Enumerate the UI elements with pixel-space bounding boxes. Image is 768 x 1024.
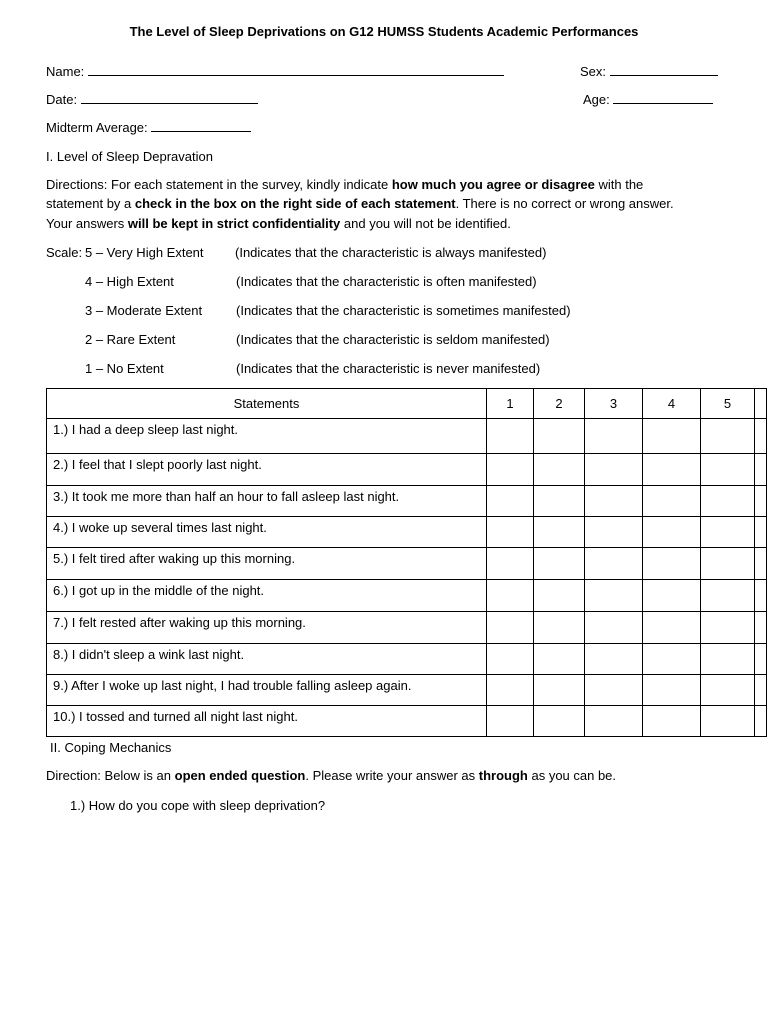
scale-level-2: 2 – Rare Extent [85, 332, 176, 347]
directions-emphasis: how much you agree or disagree [391, 177, 595, 192]
scale-level-1: 1 – No Extent [85, 361, 164, 376]
midterm-label: Midterm Average: [46, 120, 148, 135]
extra-cell [755, 706, 767, 737]
table-row [47, 517, 767, 548]
scale-desc-5: (Indicates that the characteristic is always manifested) [235, 245, 547, 260]
directions-emphasis: check in the box on the right side of each statement [134, 196, 456, 211]
table-row [47, 675, 767, 706]
scale-desc-4: (Indicates that the characteristic is often manifested) [236, 274, 537, 289]
open-question-1: 1.) How do you cope with sleep deprivation? [70, 798, 326, 813]
rating-box-3[interactable] [585, 706, 643, 737]
rating-box-4[interactable] [643, 675, 701, 706]
extra-cell [755, 548, 767, 580]
table-row [47, 612, 767, 644]
rating-box-1[interactable] [487, 644, 534, 675]
rating-box-5[interactable] [701, 706, 755, 737]
extra-cell [755, 454, 767, 486]
scale-level-4: 4 – High Extent [85, 274, 174, 289]
rating-box-4[interactable] [643, 454, 701, 486]
rating-box-1[interactable] [487, 517, 534, 548]
rating-box-2[interactable] [534, 517, 585, 548]
rating-box-1[interactable] [487, 454, 534, 486]
header-1: 1 [487, 389, 534, 419]
rating-box-2[interactable] [534, 419, 585, 454]
statement-cell: 7.) I felt rested after waking up this morning. [47, 612, 487, 644]
statement-cell: 3.) It took me more than half an hour to fall asleep last night. [47, 486, 487, 517]
midterm-field [46, 119, 251, 135]
section2-direction [46, 768, 616, 783]
date-blank[interactable] [81, 91, 258, 104]
statement-cell: 5.) I felt tired after waking up this morning. [47, 548, 487, 580]
table-row [47, 419, 767, 454]
rating-box-4[interactable] [643, 419, 701, 454]
statement-cell: 4.) I woke up several times last night. [47, 517, 487, 548]
rating-box-3[interactable] [585, 675, 643, 706]
rating-box-2[interactable] [534, 580, 585, 612]
rating-box-5[interactable] [701, 419, 755, 454]
section1-heading: I. Level of Sleep Depravation [46, 149, 213, 164]
rating-box-4[interactable] [643, 517, 701, 548]
scale-level-5: 5 – Very High Extent [85, 245, 204, 260]
rating-box-2[interactable] [534, 454, 585, 486]
rating-box-1[interactable] [487, 706, 534, 737]
rating-box-1[interactable] [487, 419, 534, 454]
rating-box-3[interactable] [585, 580, 643, 612]
rating-box-4[interactable] [643, 580, 701, 612]
age-field [583, 91, 713, 107]
rating-box-3[interactable] [585, 517, 643, 548]
table-header-row [47, 389, 767, 419]
extra-cell [755, 517, 767, 548]
rating-box-5[interactable] [701, 486, 755, 517]
scale-prefix: Scale: [46, 245, 83, 260]
rating-box-1[interactable] [487, 486, 534, 517]
rating-box-2[interactable] [534, 706, 585, 737]
rating-box-4[interactable] [643, 612, 701, 644]
directions-text: and you will not be identified. [340, 216, 511, 231]
table-row [47, 706, 767, 737]
statement-cell: 9.) After I woke up last night, I had trouble falling asleep again. [47, 675, 487, 706]
rating-box-3[interactable] [585, 612, 643, 644]
scale-desc-3: (Indicates that the characteristic is sometimes manifested) [236, 303, 571, 318]
scale-level-3: 3 – Moderate Extent [85, 303, 203, 318]
name-blank[interactable] [88, 63, 504, 76]
rating-box-2[interactable] [534, 612, 585, 644]
directions-line-1 [46, 177, 643, 192]
header-4: 4 [643, 389, 701, 419]
table-row [47, 454, 767, 486]
directions-line-3 [46, 216, 511, 231]
document-title: The Level of Sleep Deprivations on G12 HUMSS Students Academic Performances [129, 24, 639, 39]
age-label: Age: [583, 92, 610, 107]
extra-cell [755, 612, 767, 644]
rating-box-5[interactable] [701, 580, 755, 612]
directions-text: Directions: For each statement in the survey, kindly indicate [46, 177, 392, 192]
statement-cell: 10.) I tossed and turned all night last night. [47, 706, 487, 737]
rating-box-1[interactable] [487, 675, 534, 706]
table-row [47, 548, 767, 580]
statement-cell: 2.) I feel that I slept poorly last night. [47, 454, 487, 486]
direction-text: as you can be. [527, 768, 617, 783]
rating-box-3[interactable] [585, 419, 643, 454]
header-5: 5 [701, 389, 755, 419]
directions-text: with the [594, 177, 644, 192]
rating-box-5[interactable] [701, 454, 755, 486]
rating-box-5[interactable] [701, 548, 755, 580]
header-extra [755, 389, 767, 419]
directions-text: . There is no correct or wrong answer. [455, 196, 674, 211]
table-row [47, 486, 767, 517]
table-row [47, 644, 767, 675]
directions-line-2 [46, 196, 674, 211]
rating-box-3[interactable] [585, 644, 643, 675]
direction-emphasis: through [478, 768, 528, 783]
header-3: 3 [585, 389, 643, 419]
sex-label: Sex: [580, 64, 607, 79]
sex-field [580, 63, 718, 79]
name-field [46, 63, 504, 79]
directions-text: statement by a [46, 196, 135, 211]
date-field [46, 91, 258, 107]
header-2: 2 [534, 389, 585, 419]
rating-box-5[interactable] [701, 644, 755, 675]
rating-box-2[interactable] [534, 486, 585, 517]
statement-cell: 1.) I had a deep sleep last night. [47, 419, 487, 454]
rating-box-4[interactable] [643, 706, 701, 737]
directions-emphasis: will be kept in strict confidentiality [127, 216, 341, 231]
statement-cell: 6.) I got up in the middle of the night. [47, 580, 487, 612]
extra-cell [755, 644, 767, 675]
rating-box-3[interactable] [585, 454, 643, 486]
rating-box-4[interactable] [643, 644, 701, 675]
extra-cell [755, 419, 767, 454]
scale-desc-1: (Indicates that the characteristic is never manifested) [236, 361, 541, 376]
statement-cell: 8.) I didn't sleep a wink last night. [47, 644, 487, 675]
name-label: Name: [46, 64, 85, 79]
rating-box-3[interactable] [585, 486, 643, 517]
rating-box-5[interactable] [701, 675, 755, 706]
direction-emphasis: open ended question [174, 768, 306, 783]
header-statements: Statements [47, 389, 487, 419]
rating-box-1[interactable] [487, 612, 534, 644]
rating-box-1[interactable] [487, 580, 534, 612]
rating-box-5[interactable] [701, 517, 755, 548]
rating-box-2[interactable] [534, 644, 585, 675]
sex-blank[interactable] [610, 63, 718, 76]
survey-table [46, 388, 767, 737]
rating-box-3[interactable] [585, 548, 643, 580]
scale-desc-2: (Indicates that the characteristic is seldom manifested) [236, 332, 550, 347]
direction-text: . Please write your answer as [305, 768, 479, 783]
rating-box-2[interactable] [534, 675, 585, 706]
section2-heading: II. Coping Mechanics [50, 740, 172, 755]
extra-cell [755, 580, 767, 612]
rating-box-4[interactable] [643, 486, 701, 517]
rating-box-2[interactable] [534, 548, 585, 580]
table-row [47, 580, 767, 612]
directions-text: Your answers [46, 216, 128, 231]
rating-box-1[interactable] [487, 548, 534, 580]
direction-text: Direction: Below is an [46, 768, 175, 783]
midterm-blank[interactable] [151, 119, 251, 132]
date-label: Date: [46, 92, 78, 107]
rating-box-5[interactable] [701, 612, 755, 644]
extra-cell [755, 486, 767, 517]
age-blank[interactable] [613, 91, 713, 104]
extra-cell [755, 675, 767, 706]
rating-box-4[interactable] [643, 548, 701, 580]
